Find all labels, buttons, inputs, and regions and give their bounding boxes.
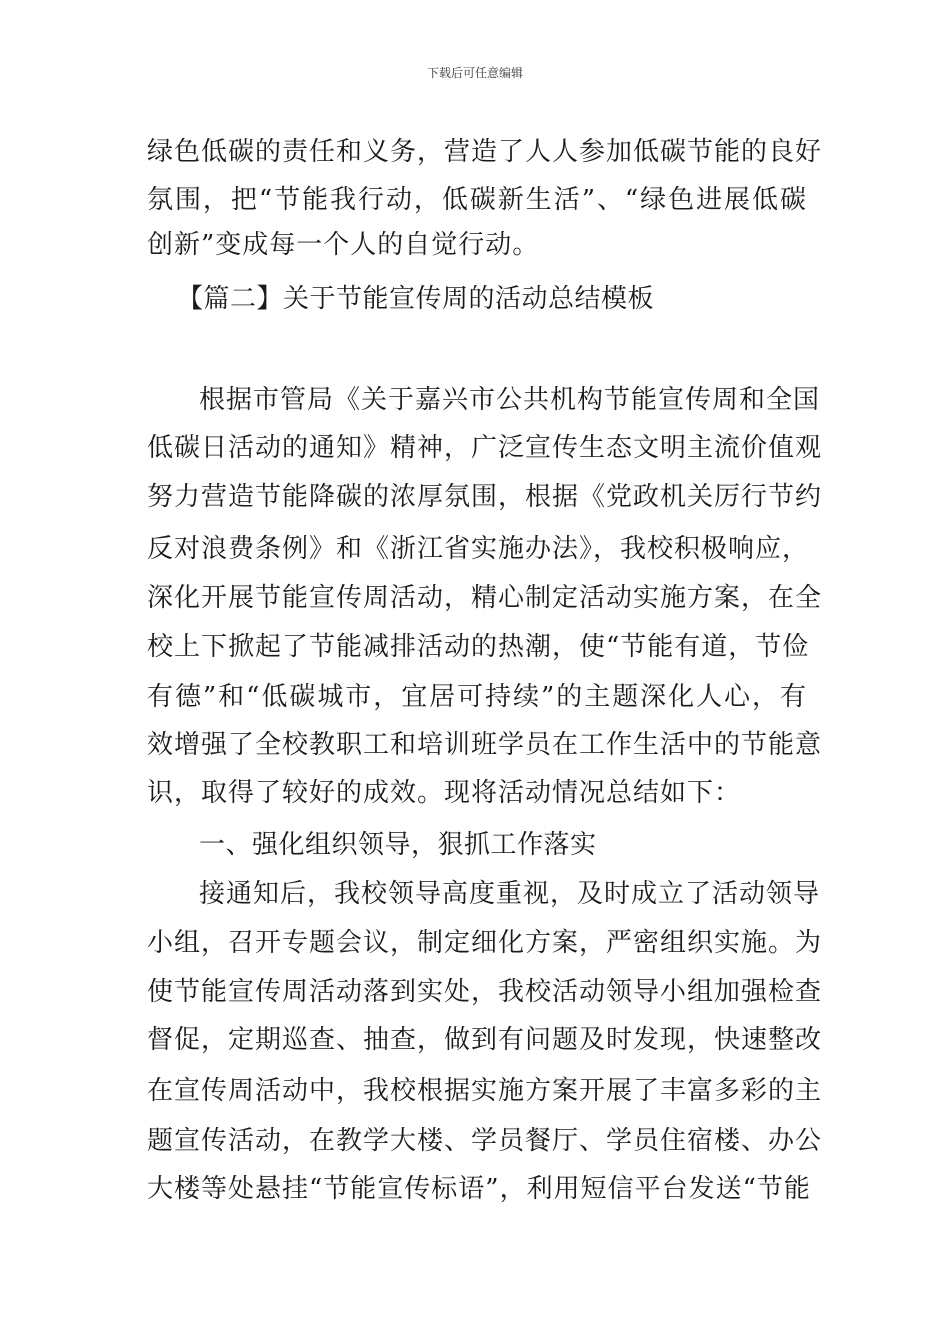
- text-line: 绿色低碳的责任和义务，营造了人人参加低碳节能的良好: [147, 137, 823, 167]
- page-header: 下载后可任意编辑: [426, 66, 523, 80]
- text-line: 低碳日活动的通知》精神，广泛宣传生态文明主流价值观: [147, 433, 823, 463]
- section-heading: 【篇二】关于节能宣传周的活动总结模板: [177, 284, 655, 314]
- text-line: 督促，定期巡查、抽查，做到有问题及时发现，快速整改: [147, 1025, 823, 1055]
- text-line: 识，取得了较好的成效。现将活动情况总结如下：: [147, 778, 742, 808]
- text-line: 创新”变成每一个人的自觉行动。: [147, 230, 540, 260]
- text-line: 反对浪费条例》和《浙江省实施办法》，我校积极响应，: [147, 534, 810, 564]
- text-line: 努力营造节能降碳的浓厚氛围，根据《党政机关厉行节约: [147, 482, 823, 512]
- text-line: 深化开展节能宣传周活动，精心制定活动实施方案，在全: [147, 583, 823, 613]
- text-line: 氛围，把“节能我行动，低碳新生活”、“绿色进展低碳: [147, 185, 807, 215]
- subsection-heading: 一、强化组织领导，狠抓工作落实: [199, 830, 597, 860]
- text-line: 小组，召开专题会议，制定细化方案，严密组织实施。为: [147, 928, 823, 958]
- text-line: 使节能宣传周活动落到实处，我校活动领导小组加强检查: [147, 977, 823, 1007]
- text-line: 大楼等处悬挂“节能宣传标语”，利用短信平台发送“节能: [147, 1174, 811, 1204]
- text-line: 在宣传周活动中，我校根据实施方案开展了丰富多彩的主: [147, 1076, 823, 1106]
- text-line: 题宣传活动，在教学大楼、学员餐厅、学员住宿楼、办公: [147, 1126, 823, 1156]
- text-line: 校上下掀起了节能减排活动的热潮，使“节能有道，节俭: [147, 632, 810, 662]
- text-line: 效增强了全校教职工和培训班学员在工作生活中的节能意: [147, 730, 823, 760]
- text-line: 有德”和“低碳城市，宜居可持续”的主题深化人心，有: [147, 682, 807, 712]
- text-line: 根据市管局《关于嘉兴市公共机构节能宣传周和全国: [199, 385, 821, 415]
- text-line: 接通知后，我校领导高度重视，及时成立了活动领导: [199, 879, 821, 909]
